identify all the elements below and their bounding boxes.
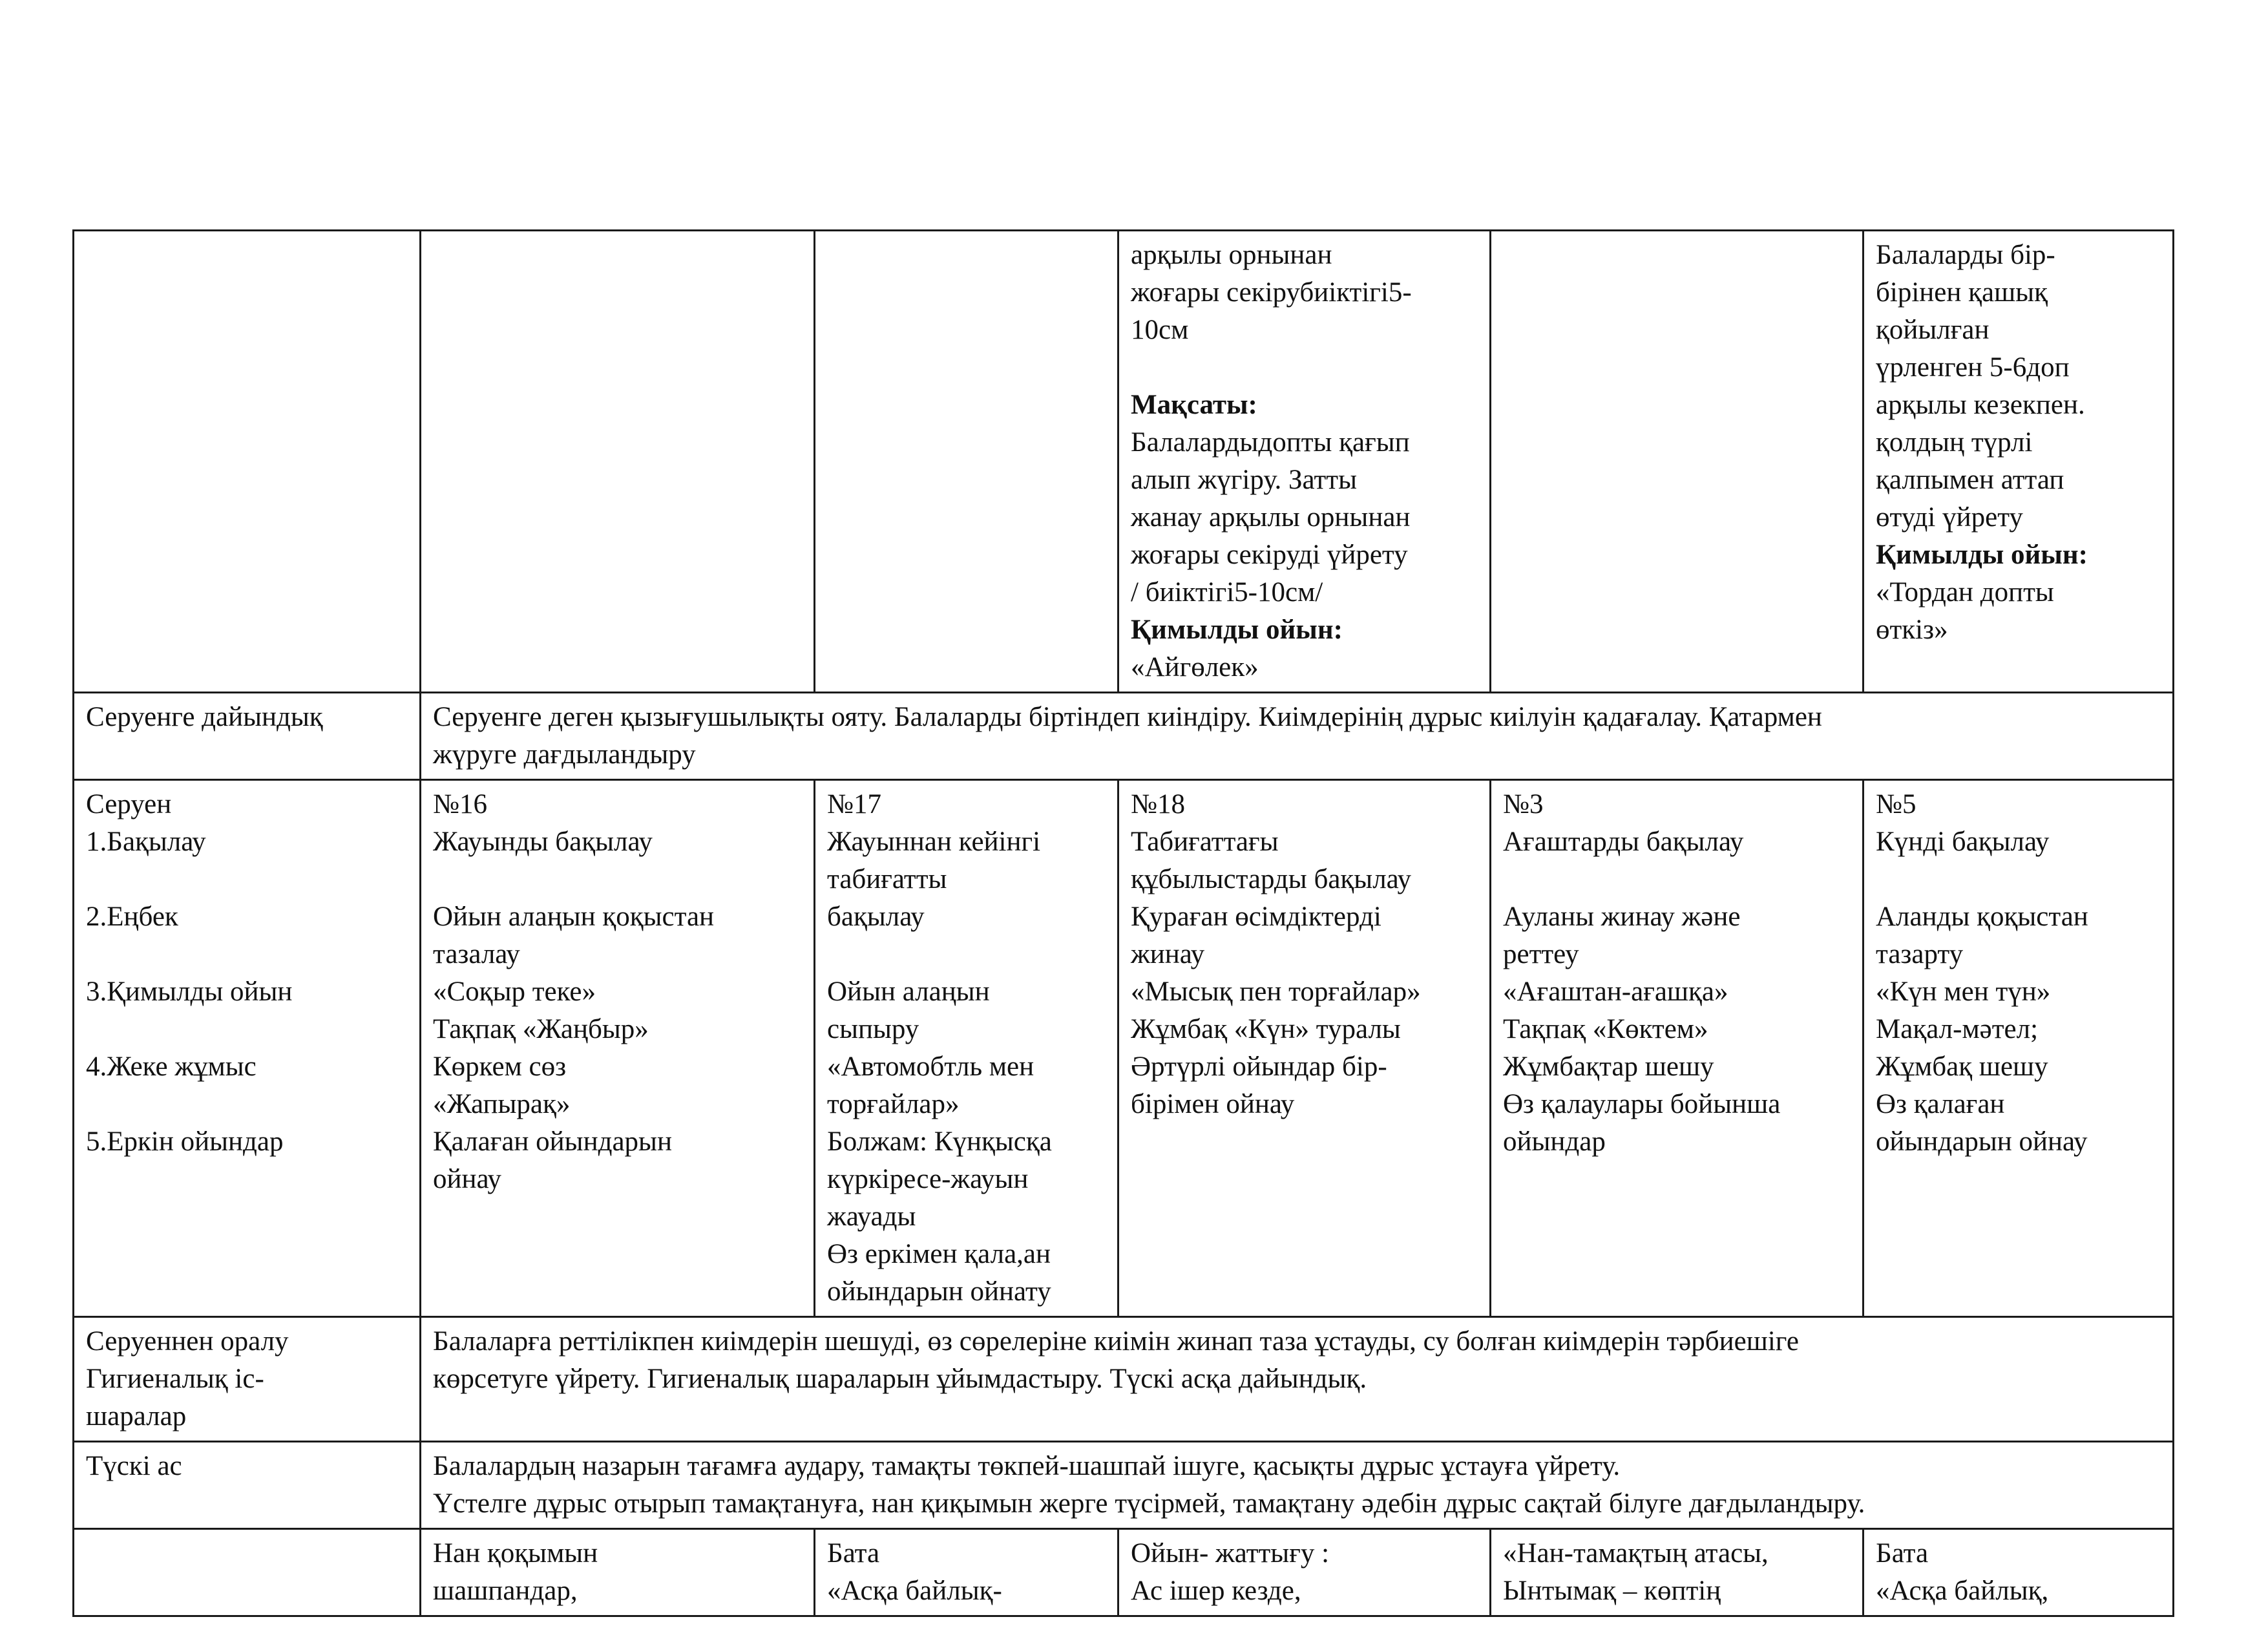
cell-text-line: Күнді бақылау bbox=[1876, 827, 2050, 857]
cell-text-line: Ағаштарды бақылау bbox=[1503, 827, 1744, 857]
cell-text-line: / биіктігі5-10см/ bbox=[1131, 577, 1323, 607]
cell-text-line: Ынтымақ – көптің bbox=[1503, 1576, 1721, 1606]
cell-text-line: Жауынды бақылау bbox=[433, 827, 653, 857]
cell-text-line: Қураған өсімдіктерді bbox=[1131, 902, 1381, 932]
cell-text-line: №5 bbox=[1876, 789, 1916, 819]
table-cell bbox=[1118, 780, 1491, 1317]
table-cell bbox=[1118, 231, 1491, 693]
cell-text-line: Қалаған ойындарын bbox=[433, 1126, 672, 1157]
cell-text-line: «Күн мен түн» bbox=[1876, 977, 2051, 1007]
daily-plan-table bbox=[72, 229, 2174, 1617]
row-label bbox=[74, 1317, 421, 1442]
cell-text-line: тазалау bbox=[433, 939, 520, 969]
table-row bbox=[74, 231, 2174, 693]
line-gap bbox=[86, 861, 408, 898]
cell-text-line: 5.Еркін ойындар bbox=[86, 1126, 284, 1157]
row-label bbox=[74, 693, 421, 780]
cell-text-line: №17 bbox=[827, 789, 882, 819]
cell-text-line: табиғатты bbox=[827, 864, 947, 894]
cell-text-line: Нан қоқымын bbox=[433, 1538, 598, 1569]
cell-text-line: Мақал-мәтел; bbox=[1876, 1014, 2039, 1044]
line-gap bbox=[433, 861, 802, 898]
cell-text-line: Жауыннан кейінгі bbox=[827, 827, 1041, 857]
cell-text-line: өткіз» bbox=[1876, 615, 1948, 645]
cell-text-line: 1.Бақылау bbox=[86, 827, 206, 857]
row-label-text: Серуенге дайындық bbox=[86, 702, 323, 732]
cell-text-line: «Ағаштан-ағашқа» bbox=[1503, 977, 1728, 1007]
cell-text-line: 3.Қимылды ойын bbox=[86, 977, 293, 1007]
cell-text-line: Әртүрлі ойындар бір- bbox=[1131, 1051, 1387, 1082]
cell-text-line: жоғары секіруді үйрету bbox=[1131, 540, 1408, 570]
cell-text-line: Ас ішер кезде, bbox=[1131, 1576, 1301, 1606]
cell-text-line: Бата bbox=[1876, 1538, 1929, 1569]
cell-text-line: Көркем сөз bbox=[433, 1051, 567, 1082]
cell-text-line: Бата bbox=[827, 1538, 880, 1569]
cell-text-line: «Асқа байлық- bbox=[827, 1576, 1002, 1606]
line-gap bbox=[1131, 349, 1478, 386]
cell-text-line: жүруге дағдыландыру bbox=[433, 739, 696, 770]
cell-text-line: Балаларға реттілікпен киімдерін шешуді, өз сөрелеріне киімін жинап таза ұстауды, су болған киімдерін тәрбиешіге bbox=[433, 1326, 1799, 1357]
cell-text-line: қолдың түрлі bbox=[1876, 427, 2033, 458]
table-cell bbox=[1864, 780, 2174, 1317]
cell-text-line: Ойын- жаттығу : bbox=[1131, 1538, 1330, 1569]
cell-text-line: арқылы кезекпен. bbox=[1876, 390, 2085, 420]
cell-text-line: Серуеннен оралу bbox=[86, 1326, 289, 1357]
cell-text-line: үрленген 5-6доп bbox=[1876, 352, 2070, 383]
cell-text-line: ойындар bbox=[1503, 1126, 1606, 1157]
cell-text-line: Болжам: Күнқысқа bbox=[827, 1126, 1052, 1157]
cell-text-line: жауады bbox=[827, 1201, 916, 1232]
cell-text-line: сыпыру bbox=[827, 1014, 919, 1044]
cell-text-line: Серуенге деген қызығушылықты ояту. Балаларды біртіндеп киіндіру. Киімдерінің дұрыс киілуін қадағалау. Қатармен bbox=[433, 702, 1822, 732]
cell-text-line: Жұмбақ «Күн» туралы bbox=[1131, 1014, 1401, 1044]
cell-text-line: 2.Еңбек bbox=[86, 902, 178, 932]
cell-text-line: Серуен bbox=[86, 789, 172, 819]
cell-text-line: Балалардыдопты қағып bbox=[1131, 427, 1410, 458]
cell-text-line: шаралар bbox=[86, 1401, 187, 1431]
cell-text-line: бірінен қашық bbox=[1876, 277, 2048, 308]
table-cell bbox=[74, 231, 421, 693]
cell-text-line: шашпандар, bbox=[433, 1576, 578, 1606]
cell-text-line: Тақпақ «Жаңбыр» bbox=[433, 1014, 649, 1044]
cell-text-line: Үстелге дұрыс отырып тамақтануға, нан қиқымын жерге түсірмей, тамақтану әдебін дұрыс сақтай білуге дағдыландыру. bbox=[433, 1488, 1865, 1519]
table-row bbox=[74, 1442, 2174, 1529]
cell-text-line: алып жүгіру. Затты bbox=[1131, 465, 1357, 495]
cell-text-line: 10см bbox=[1131, 315, 1189, 345]
cell-text-line: жанау арқылы орнынан bbox=[1131, 502, 1411, 533]
row-label bbox=[74, 780, 421, 1317]
cell-text-line: «Соқыр теке» bbox=[433, 977, 596, 1007]
line-gap bbox=[1876, 861, 2161, 898]
cell-text-line: «Тордан допты bbox=[1876, 577, 2054, 607]
line-gap bbox=[86, 1086, 408, 1123]
cell-text-line: тазарту bbox=[1876, 939, 1964, 969]
table-cell bbox=[74, 1529, 421, 1616]
table-cell bbox=[1491, 780, 1864, 1317]
cell-text-line: ойнау bbox=[433, 1164, 501, 1194]
cell-text-line: «Мысық пен торғайлар» bbox=[1131, 977, 1421, 1007]
table-cell bbox=[421, 780, 815, 1317]
cell-text-line: №18 bbox=[1131, 789, 1186, 819]
cell-text-line: Өз қалаулары бойынша bbox=[1503, 1089, 1781, 1119]
line-gap bbox=[1503, 861, 1851, 898]
table-cell bbox=[1864, 1529, 2174, 1616]
cell-text-line: «Айгөлек» bbox=[1131, 652, 1259, 682]
table-cell bbox=[421, 1442, 2174, 1529]
cell-text-line: Тақпақ «Көктем» bbox=[1503, 1014, 1708, 1044]
cell-text-line: реттеу bbox=[1503, 939, 1579, 969]
table-cell bbox=[1491, 231, 1864, 693]
cell-text-line: жинау bbox=[1131, 939, 1205, 969]
cell-text-line: Аланды қоқыстан bbox=[1876, 902, 2088, 932]
table-row bbox=[74, 693, 2174, 780]
table-cell bbox=[815, 1529, 1118, 1616]
cell-text-line: Өз қалаған bbox=[1876, 1089, 2005, 1119]
cell-text-line: қалпымен аттап bbox=[1876, 465, 2064, 495]
line-gap bbox=[86, 936, 408, 973]
table-cell bbox=[421, 231, 815, 693]
table-cell bbox=[1118, 1529, 1491, 1616]
table-cell bbox=[421, 693, 2174, 780]
cell-text-line: 4.Жеке жұмыс bbox=[86, 1051, 257, 1082]
cell-text-line: көрсетуге үйрету. Гигиеналық шараларын ұйымдастыру. Түскі асқа дайындық. bbox=[433, 1364, 1367, 1394]
table-cell bbox=[1864, 231, 2174, 693]
cell-text-line: Ойын алаңын қоқыстан bbox=[433, 902, 715, 932]
cell-text-line: күркіресе-жауын bbox=[827, 1164, 1029, 1194]
cell-text-line: Мақсаты: bbox=[1131, 390, 1257, 420]
cell-text-line: Балалардың назарын тағамға аудару, тамақты төкпей-шашпай ішуге, қасықты дұрыс ұстауға үйрету. bbox=[433, 1451, 1621, 1481]
cell-text-line: ойындарын ойнату bbox=[827, 1276, 1051, 1307]
table-cell bbox=[815, 780, 1118, 1317]
cell-text-line: жоғары секірубиіктігі5- bbox=[1131, 277, 1412, 308]
table-cell bbox=[421, 1317, 2174, 1442]
table-row bbox=[74, 780, 2174, 1317]
line-gap bbox=[827, 936, 1106, 973]
cell-text-line: бірімен ойнау bbox=[1131, 1089, 1295, 1119]
cell-text-line: Қимылды ойын: bbox=[1876, 540, 2088, 570]
cell-text-line: құбылыстарды бақылау bbox=[1131, 864, 1412, 894]
cell-text-line: торғайлар» bbox=[827, 1089, 960, 1119]
table-cell bbox=[421, 1529, 815, 1616]
cell-text-line: «Асқа байлық, bbox=[1876, 1576, 2049, 1606]
cell-text-line: Өз еркімен қала,ан bbox=[827, 1239, 1051, 1269]
cell-text-line: Қимылды ойын: bbox=[1131, 615, 1343, 645]
row-label-text: Түскі ас bbox=[86, 1451, 182, 1481]
cell-text-line: «Автомобтль мен bbox=[827, 1051, 1034, 1082]
cell-text-line: ойындарын ойнау bbox=[1876, 1126, 2088, 1157]
table-row bbox=[74, 1529, 2174, 1616]
cell-text-line: №3 bbox=[1503, 789, 1544, 819]
cell-text-line: Балаларды бір- bbox=[1876, 240, 2055, 270]
cell-text-line: арқылы орнынан bbox=[1131, 240, 1332, 270]
cell-text-line: бақылау bbox=[827, 902, 925, 932]
cell-text-line: Гигиеналық іс- bbox=[86, 1364, 264, 1394]
cell-text-line: өтуді үйрету bbox=[1876, 502, 2023, 533]
cell-text-line: Жұмбақтар шешу bbox=[1503, 1051, 1714, 1082]
line-gap bbox=[86, 1011, 408, 1048]
cell-text-line: Табиғаттағы bbox=[1131, 827, 1279, 857]
cell-text-line: №16 bbox=[433, 789, 488, 819]
row-label bbox=[74, 1442, 421, 1529]
cell-text-line: «Нан-тамақтың атасы, bbox=[1503, 1538, 1769, 1569]
cell-text-line: қойылған bbox=[1876, 315, 1990, 345]
cell-text-line: Ауланы жинау және bbox=[1503, 902, 1741, 932]
table-row bbox=[74, 1317, 2174, 1442]
cell-text-line: Жұмбақ шешу bbox=[1876, 1051, 2048, 1082]
table-cell bbox=[1491, 1529, 1864, 1616]
table-cell bbox=[815, 231, 1118, 693]
cell-text-line: «Жапырақ» bbox=[433, 1089, 571, 1119]
cell-text-line: Ойын алаңын bbox=[827, 977, 990, 1007]
